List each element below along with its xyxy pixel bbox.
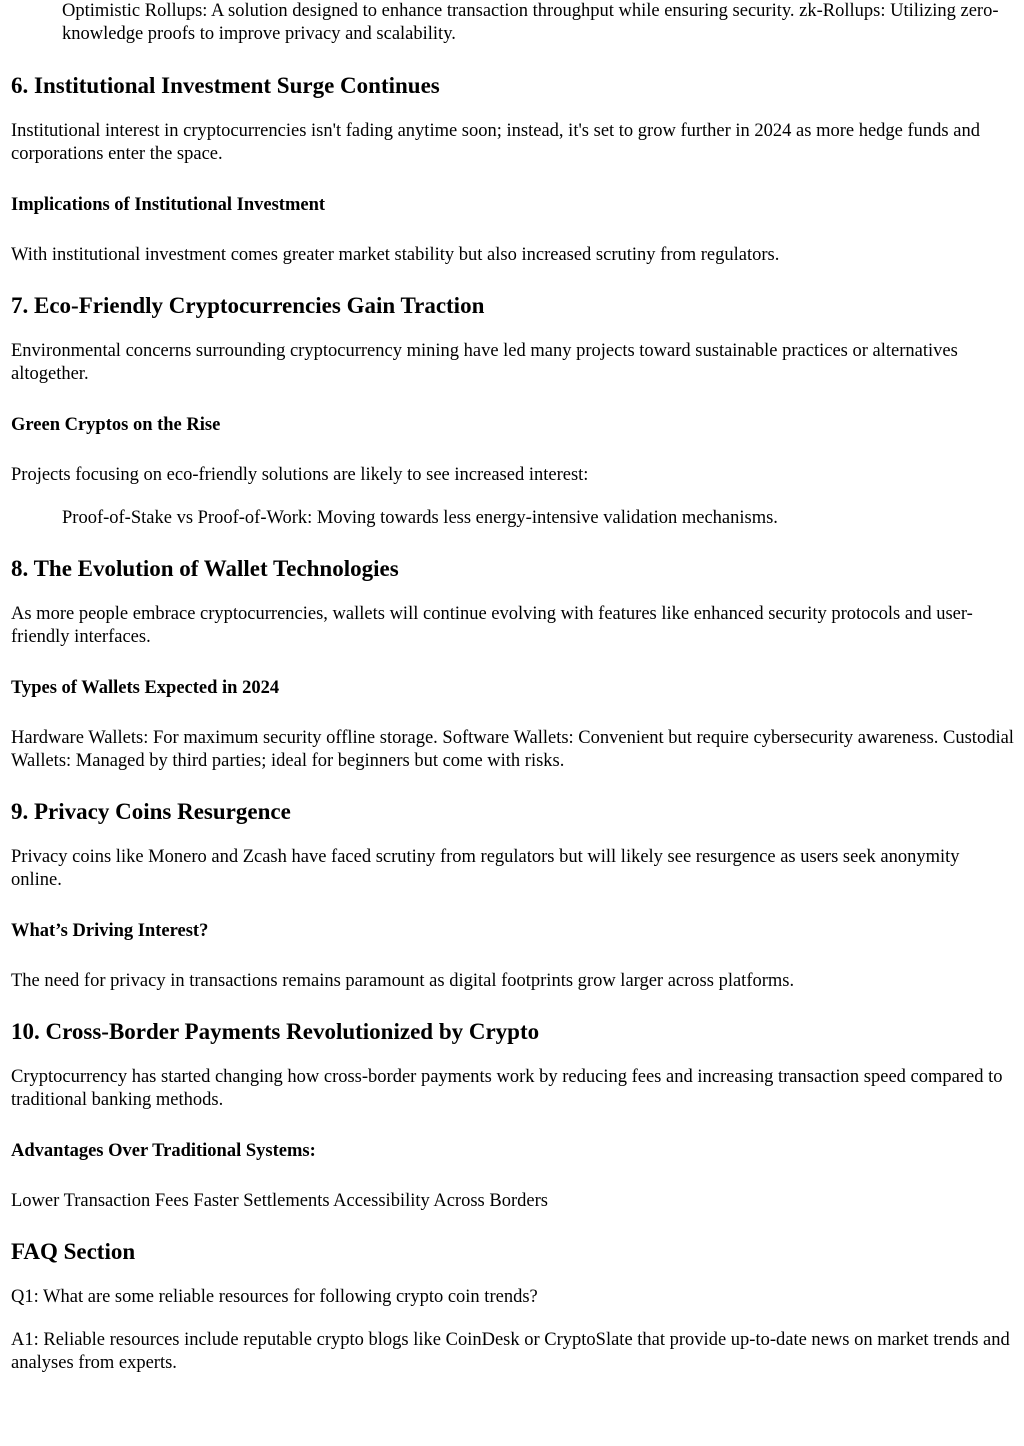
- section-9-sub-paragraph: The need for privacy in transactions remains paramount as digital footprints grow larger across platforms.: [11, 971, 795, 991]
- section-10-sub-paragraph: Lower Transaction Fees Faster Settlements Accessibility Across Borders: [11, 1191, 548, 1211]
- section-7-list-item: Proof-of-Stake vs Proof-of-Work: Moving towards less energy-intensive validation mechanisms.: [62, 508, 778, 528]
- section-9-paragraph: Privacy coins like Monero and Zcash have faced scrutiny from regulators but will likely see resurgence as users seek anonymity online.: [11, 847, 960, 890]
- section-6-heading: 6. Institutional Investment Surge Continues: [11, 73, 440, 98]
- section-6-subheading: Implications of Institutional Investment: [11, 195, 326, 215]
- section-7-paragraph: Environmental concerns surrounding cryptocurrency mining have led many projects toward sustainable practices or alternatives altogether.: [11, 341, 958, 384]
- section-8-paragraph: As more people embrace cryptocurrencies, wallets will continue evolving with features like enhanced security protocols and user-friendly interfaces.: [11, 604, 973, 647]
- section-6-sub-paragraph: With institutional investment comes greater market stability but also increased scrutiny from regulators.: [11, 245, 780, 265]
- section-10-heading: 10. Cross-Border Payments Revolutionized by Crypto: [11, 1019, 540, 1044]
- section-7-sub-paragraph: Projects focusing on eco-friendly solutions are likely to see increased interest:: [11, 465, 589, 485]
- section-8-heading: 8. The Evolution of Wallet Technologies: [11, 556, 399, 581]
- section-7-subheading: Green Cryptos on the Rise: [11, 415, 221, 435]
- faq-answer-1: A1: Reliable resources include reputable crypto blogs like CoinDesk or CryptoSlate that provide up-to-date news on market trends and analyses from experts.: [11, 1330, 1010, 1373]
- section-9-subheading: What’s Driving Interest?: [11, 921, 209, 941]
- faq-question-1: Q1: What are some reliable resources for following crypto coin trends?: [11, 1287, 538, 1307]
- section-6-paragraph: Institutional interest in cryptocurrencies isn't fading anytime soon; instead, it's set to grow further in 2024 as more hedge funds and corporations enter the space.: [11, 121, 980, 164]
- section-10-subheading: Advantages Over Traditional Systems:: [11, 1141, 316, 1161]
- section-10-paragraph: Cryptocurrency has started changing how cross-border payments work by reducing fees and increasing transaction speed compared to traditional banking methods.: [11, 1067, 1003, 1110]
- section-7-heading: 7. Eco-Friendly Cryptocurrencies Gain Traction: [11, 293, 485, 318]
- faq-heading: FAQ Section: [11, 1239, 136, 1264]
- section-9-heading: 9. Privacy Coins Resurgence: [11, 799, 291, 824]
- section-8-subheading: Types of Wallets Expected in 2024: [11, 678, 280, 698]
- rollups-list-item: Optimistic Rollups: A solution designed to enhance transaction throughput while ensuring security. zk-Rollups: Utilizing zero-knowledge proofs to improve privacy and scalability.: [62, 1, 999, 44]
- section-8-sub-paragraph: Hardware Wallets: For maximum security offline storage. Software Wallets: Convenient but require cybersecurity awareness. Custodial Wallets: Managed by third parties; ideal for beginners but come with risks.: [11, 728, 1014, 771]
